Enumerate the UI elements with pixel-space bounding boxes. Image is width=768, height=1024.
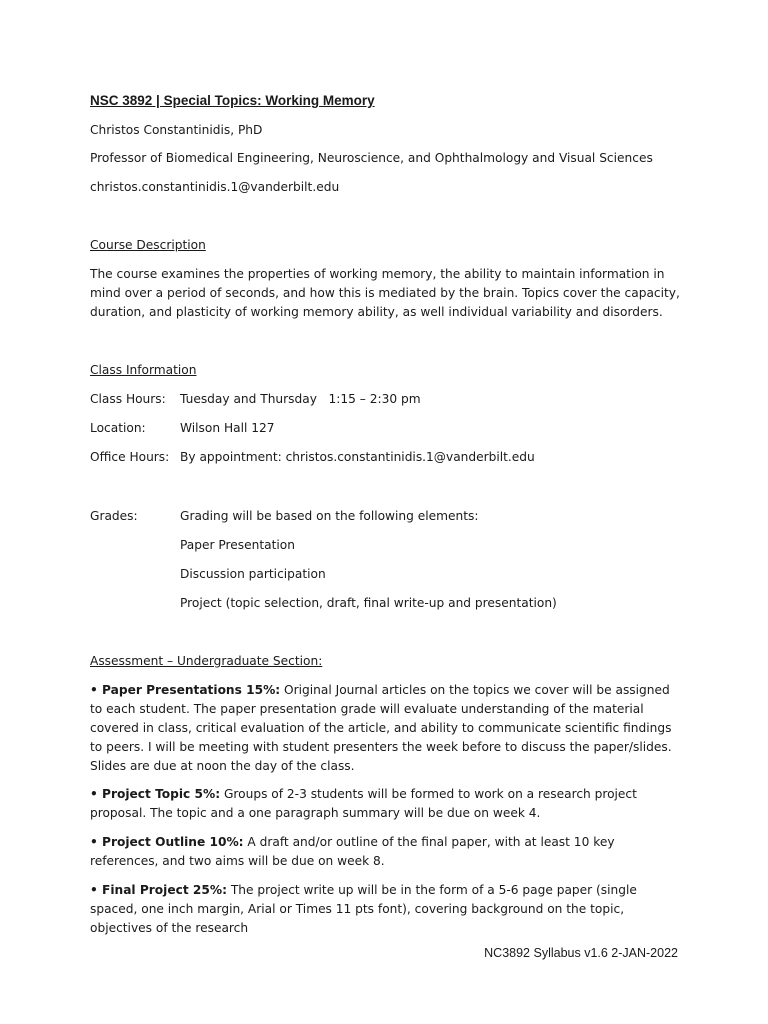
grade-item: Project (topic selection, draft, final write-up and presentation) [180,596,557,610]
office-hours-value: By appointment: christos.constantinidis.1@vanderbilt.edu [180,450,535,464]
grade-item: Paper Presentation [180,538,295,552]
grade-item: Discussion participation [180,567,326,581]
assessment-item-final-project [90,881,680,938]
assessment-item-project-topic [90,785,680,823]
office-hours-label: Office Hours: [90,450,170,464]
grades-intro: Grading will be based on the following elements: [180,509,479,523]
instructor-title: Professor of Biomedical Engineering, Neuroscience, and Ophthalmology and Visual Sciences [90,151,653,165]
assessment-item-text: Groups of 2-3 students will be formed to work on a research project proposal. The topic and a one paragraph summary will be due on week 4. [90,787,637,820]
page-footer: NC3892 Syllabus v1.6 2-JAN-2022 [484,946,678,960]
course-description-heading: Course Description [90,238,206,252]
assessment-item-project-outline [90,833,680,871]
class-hours-label: Class Hours: [90,392,166,406]
location-label: Location: [90,421,146,435]
assessment-heading: Assessment – Undergraduate Section: [90,654,323,668]
assessment-item-title: • Project Topic 5%: [90,787,221,801]
grades-label: Grades: [90,509,138,523]
instructor-email: christos.constantinidis.1@vanderbilt.edu [90,180,340,194]
instructor-name: Christos Constantinidis, PhD [90,123,263,137]
course-title: NSC 3892 | Special Topics: Working Memory [90,93,375,108]
class-information-heading: Class Information [90,363,197,377]
assessment-item-text: The project write up will be in the form of a 5-6 page paper (single spaced, one inch margin, Arial or Times 11 pts font), covering background on the topic, objectives of the research [90,883,637,935]
assessment-item-paper-presentations [90,681,680,776]
assessment-item-title: • Project Outline 10%: [90,835,244,849]
assessment-item-title: • Paper Presentations 15%: [90,683,281,697]
location-value: Wilson Hall 127 [180,421,275,435]
course-description-text: The course examines the properties of working memory, the ability to maintain information in mind over a period of seconds, and how this is mediated by the brain. Topics cover the capacity, duration, and plasticity of working memory ability, as well individual variability and disorders. [90,267,680,319]
assessment-item-text: Original Journal articles on the topics we cover will be assigned to each student. The paper presentation grade will evaluate understanding of the material covered in class, critical evaluation of the article, and ability to communicate scientific findings to peers. I will be meeting with student presenters the week before to discuss the paper/slides. Slides are due at noon the day of the class. [90,683,672,773]
assessment-item-text: A draft and/or outline of the final paper, with at least 10 key references, and two aims will be due on week 8. [90,835,615,868]
assessment-item-title: • Final Project 25%: [90,883,227,897]
class-hours-value: Tuesday and Thursday 1:15 – 2:30 pm [180,392,421,406]
